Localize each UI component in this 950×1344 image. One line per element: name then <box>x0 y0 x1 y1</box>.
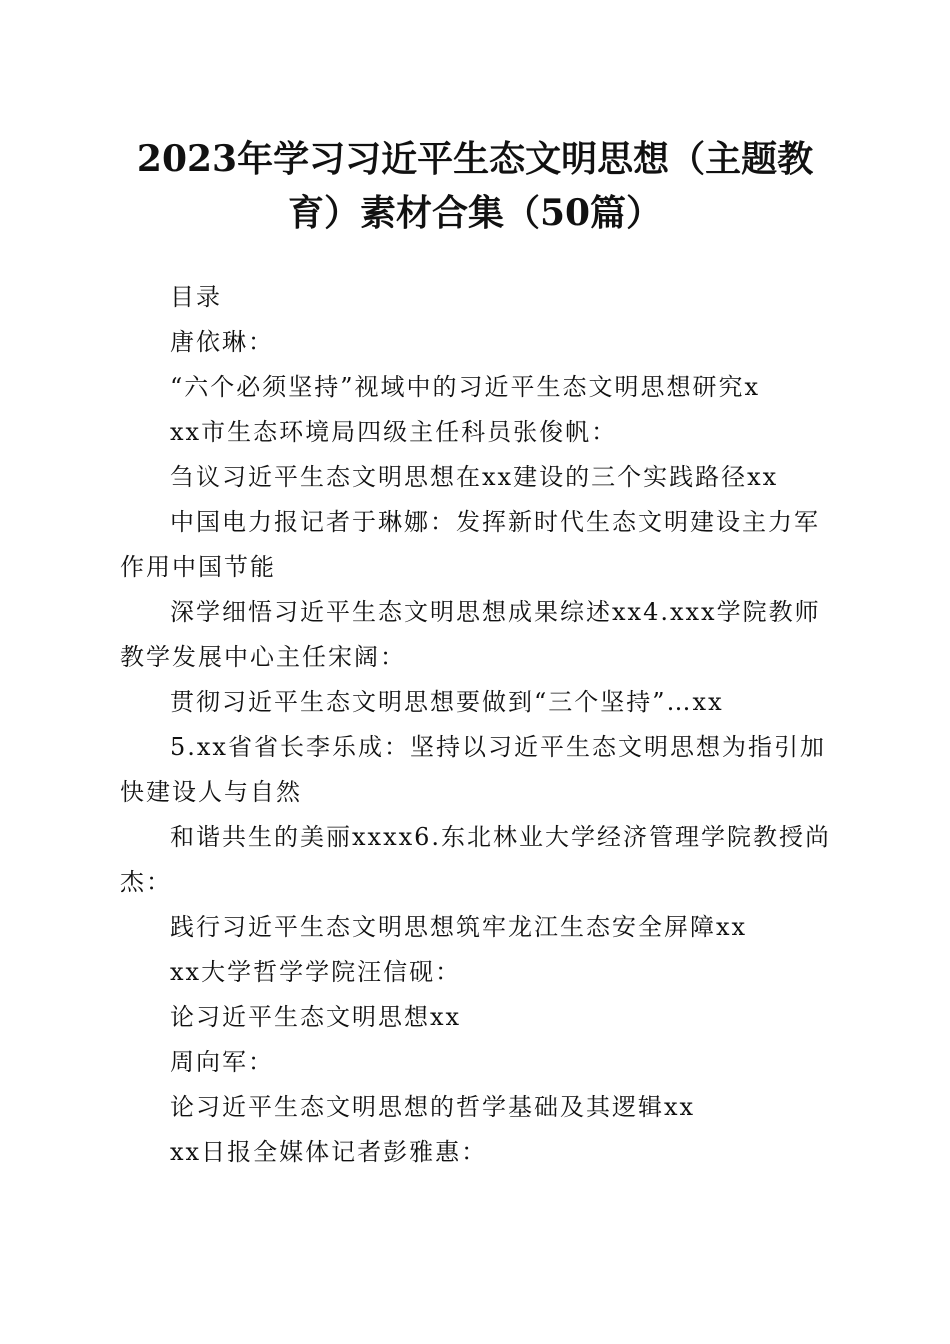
toc-author-line: xx市生态环境局四级主任科员张俊帆： <box>170 418 618 446</box>
toc-article-line: 和谐共生的美丽xxxx6.东北林业大学经济管理学院教授尚杰： <box>120 823 832 896</box>
toc-author-line: xx日报全媒体记者彭雅惠： <box>170 1138 488 1166</box>
toc-article-line: 论习近平生态文明思想的哲学基础及其逻辑xx <box>170 1093 696 1121</box>
title-line-2: 育）素材合集（50篇） <box>287 192 663 234</box>
toc-article-line: 刍议习近平生态文明思想在xx建设的三个实践路径xx <box>170 463 779 491</box>
toc-article-line: 践行习近平生态文明思想筑牢龙江生态安全屏障xx <box>170 913 748 941</box>
toc-article-line: 5.xx省省长李乐成：坚持以习近平生态文明思想为指引加快建设人与自然 <box>120 733 826 806</box>
toc-heading: 目录 <box>170 283 222 311</box>
document-title <box>120 132 830 240</box>
toc-article-line: 中国电力报记者于琳娜：发挥新时代生态文明建设主力军作用中国节能 <box>120 508 820 581</box>
toc-author-line: xx大学哲学学院汪信砚： <box>170 958 462 986</box>
toc-author-line: 周向军： <box>170 1048 274 1076</box>
toc-article-line: 深学细悟习近平生态文明思想成果综述xx4.xxx学院教师教学发展中心主任宋阔： <box>120 598 821 671</box>
toc-article-line: 贯彻习近平生态文明思想要做到“三个坚持”…xx <box>170 688 724 716</box>
table-of-contents <box>120 275 832 1175</box>
toc-article-line: 论习近平生态文明思想xx <box>170 1003 462 1031</box>
title-line-1: 2023年学习习近平生态文明思想（主题教 <box>136 138 814 180</box>
toc-author-line: 唐依琳： <box>170 328 274 356</box>
toc-article-line: “六个必须坚持”视域中的习近平生态文明思想研究x <box>170 373 761 401</box>
